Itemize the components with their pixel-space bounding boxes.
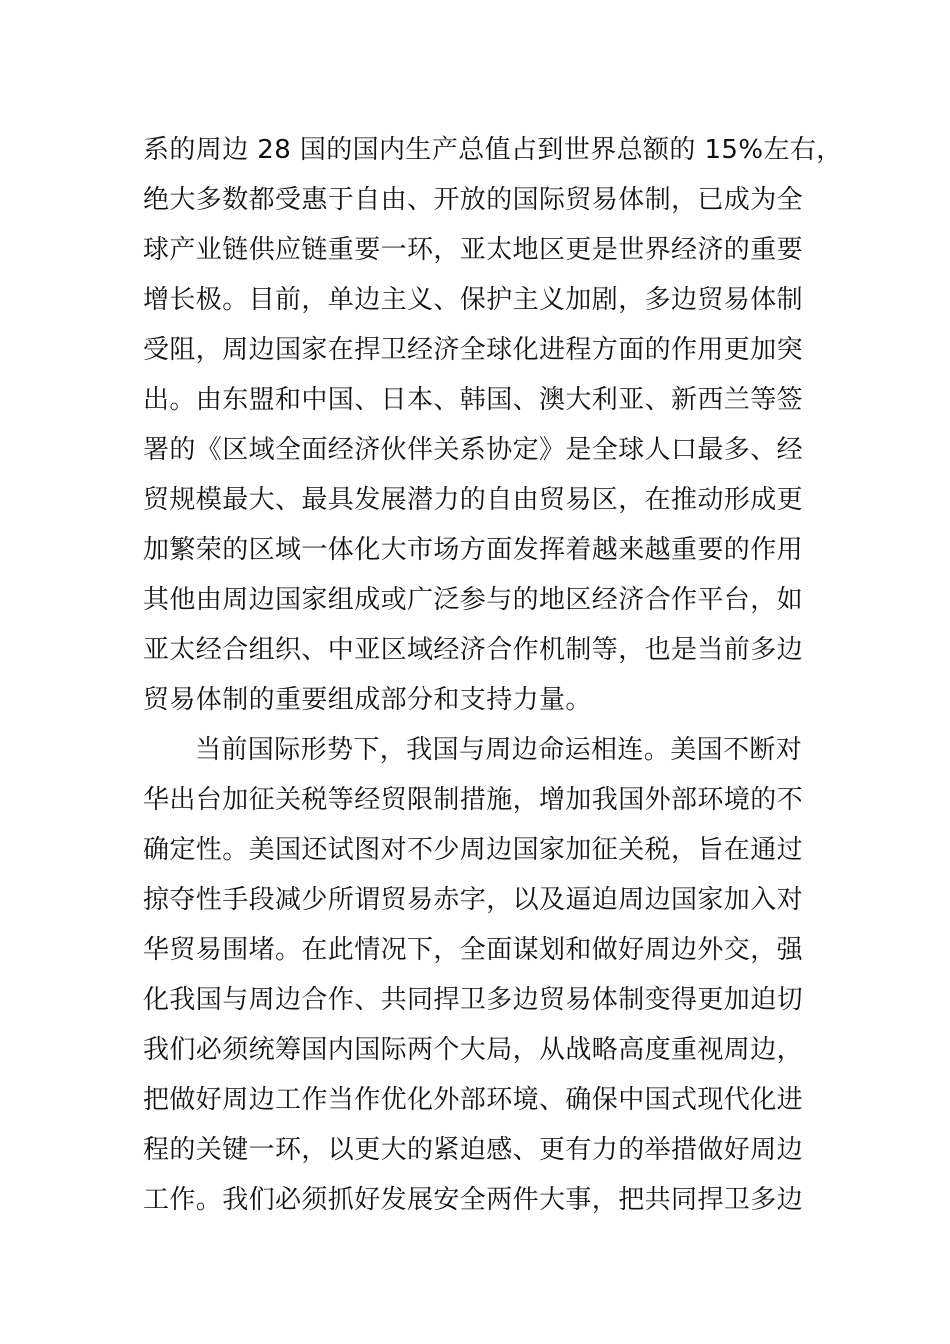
text-line: 贸规模最大、最具发展潜力的自由贸易区，在推动形成更	[143, 485, 804, 515]
text-line: 绝大多数都受惠于自由、开放的国际贸易体制，已成为全	[143, 185, 804, 215]
text-line: 系的周边 28 国的国内生产总值占到世界总额的 15%左右，	[143, 135, 843, 165]
body-text	[143, 125, 843, 1225]
text-line: 出。由东盟和中国、日本、韩国、澳大利亚、新西兰等签	[143, 385, 804, 415]
text-line: 化我国与周边合作、共同捍卫多边贸易体制变得更加迫切	[143, 985, 804, 1015]
text-line: 增长极。目前，单边主义、保护主义加剧，多边贸易体制	[143, 285, 804, 315]
text-line: 华出台加征关税等经贸限制措施，增加我国外部环境的不	[143, 785, 804, 815]
text-line: 其他由周边国家组成或广泛参与的地区经济合作平台，如	[143, 585, 804, 615]
text-line: 加繁荣的区域一体化大市场方面发挥着越来越重要的作用	[143, 535, 804, 565]
text-line: 受阻，周边国家在捍卫经济全球化进程方面的作用更加突	[143, 335, 804, 365]
text-line: 工作。我们必须抓好发展安全两件大事，把共同捍卫多边	[143, 1185, 804, 1215]
text-line-indented: 当前国际形势下，我国与周边命运相连。美国不断对	[195, 735, 803, 765]
paragraph-1	[143, 125, 843, 725]
text-line: 球产业链供应链重要一环，亚太地区更是世界经济的重要	[143, 235, 804, 265]
text-line: 确定性。美国还试图对不少周边国家加征关税，旨在通过	[143, 835, 804, 865]
text-line: 华贸易围堵。在此情况下，全面谋划和做好周边外交，强	[143, 935, 804, 965]
paragraph-2	[143, 725, 843, 1225]
text-line: 把做好周边工作当作优化外部环境、确保中国式现代化进	[143, 1085, 804, 1115]
text-line: 我们必须统筹国内国际两个大局，从战略高度重视周边，	[143, 1035, 804, 1065]
text-line: 程的关键一环，以更大的紧迫感、更有力的举措做好周边	[143, 1135, 804, 1165]
text-line: 贸易体制的重要组成部分和支持力量。	[143, 685, 592, 715]
text-line: 掠夺性手段减少所谓贸易赤字，以及逼迫周边国家加入对	[143, 885, 804, 915]
text-line: 署的《区域全面经济伙伴关系协定》是全球人口最多、经	[143, 435, 804, 465]
text-line: 亚太经合组织、中亚区域经济合作机制等，也是当前多边	[143, 635, 804, 665]
